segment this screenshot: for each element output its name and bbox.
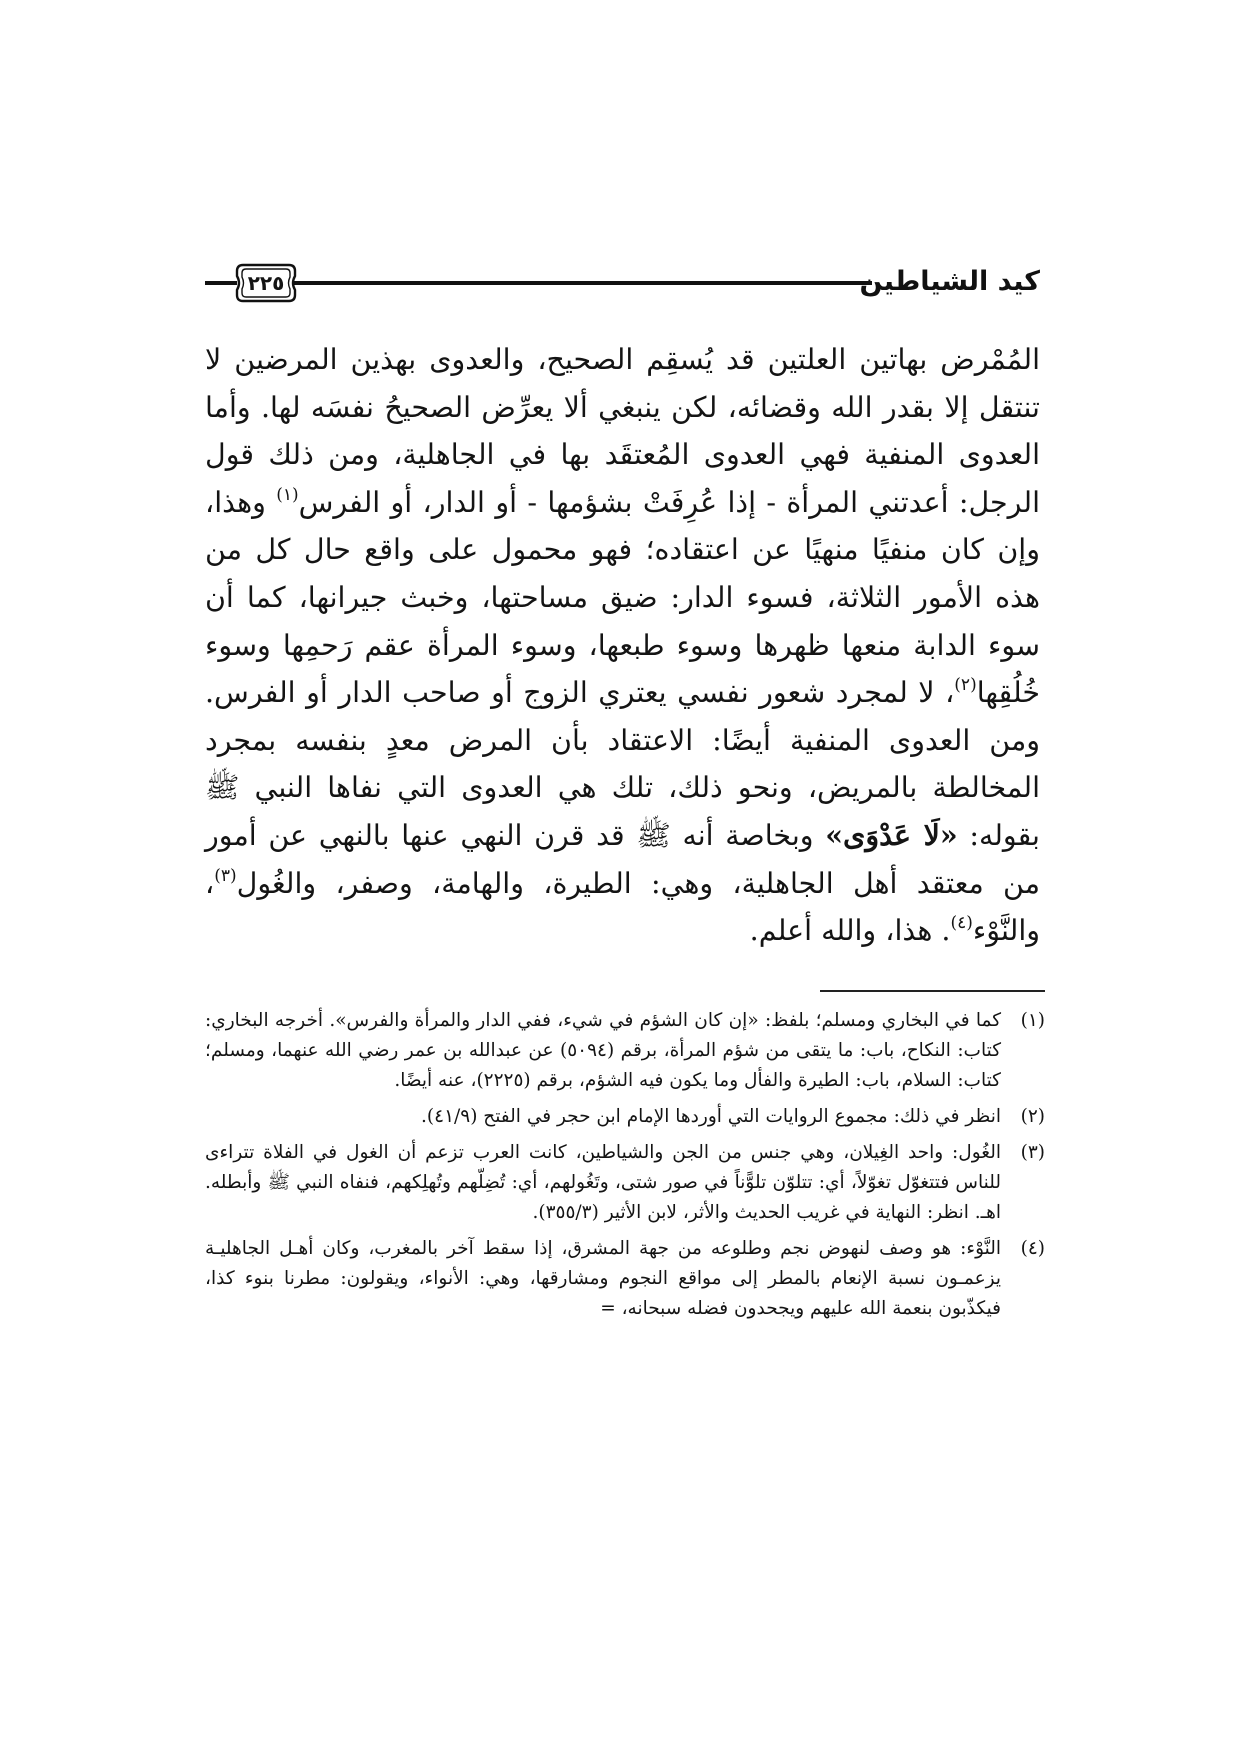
body-text-part-6: . هذا، والله أعلم. (749, 914, 951, 948)
footnotes (205, 1006, 1045, 1330)
footnote-number: (٣) (1020, 1142, 1045, 1163)
main-text (205, 336, 1040, 955)
header-rule-left-edge (205, 281, 237, 285)
running-header (205, 262, 1040, 310)
header-rule (285, 281, 872, 285)
footnote-separator (820, 990, 1045, 992)
footnote-text: كما في البخاري ومسلم؛ بلفظ: «إن كان الشؤم في شيء، ففي الدار والمرأة والفرس». أخرجه البخاري: كتاب: النكاح، باب: ما يتقى من شؤم المرأة، برقم (٥٠٩٤) عن عبدالله بن عمر رضي الله عنهما، ومسلم؛ كتاب: السلام، باب: الطيرة والفأل وما يكون فيه الشؤم، برقم (٢٢٢٥)، عنه أيضًا. (205, 1010, 1001, 1091)
footnote-text: انظر في ذلك: مجموع الروايات التي أوردها الإمام ابن حجر في الفتح (٤١/٩). (421, 1106, 1001, 1127)
footnote-ref-4[interactable]: (٤) (950, 913, 973, 934)
hadith-quote: «لَا عَدْوَى» (825, 817, 958, 852)
footnote-ref-2[interactable]: (٢) (954, 675, 977, 696)
footnote-text: النَّوْء: هو وصف لنهوض نجم وطلوعه من جهة المشرق، إذا سقط آخر بالمغرب، وكان أهـل الجاهليـة يزعمـون نسبة الإنعام بالمطر إلى مواقع النجوم ومشارقها، وهي: الأنواء، ويقولون: مطرنا بنوء كذا، فيكذّبون بنعمة الله عليهم ويجحدون فضله سبحانه، = (205, 1238, 1001, 1319)
page-number: ٢٢٥ (247, 271, 285, 295)
body-paragraph (205, 336, 1040, 955)
page-number-badge (235, 262, 297, 304)
footnote-3 (205, 1138, 1045, 1228)
footnote-1 (205, 1006, 1045, 1096)
footnote-ref-3[interactable]: (٣) (214, 865, 237, 886)
body-text-part-5: ، والنَّوْء (205, 866, 1040, 948)
footnote-ref-1[interactable]: (١) (276, 484, 299, 505)
body-text-part-2: وهذا، وإن كان منفيًا منهيًا عن اعتقاده؛ فهو محمول على واقع حال كل من هذه الأمور الثلاثة، فسوء الدار: ضيق مساحتها، وخبث جيرانها، كما أن سوء الدابة منعها ظهرها وسوء طبعها، وسوء المرأة عقم رَحمِها وسوء خُلُقِها (205, 485, 1040, 710)
footnote-number: (١) (1020, 1010, 1045, 1031)
running-header-title: كيد الشياطين (859, 266, 1040, 297)
footnote-2 (205, 1102, 1045, 1132)
body-text-part-1: المُمْرض بهاتين العلتين قد يُسقِم الصحيح، والعدوى بهذين المرضين لا تنتقل إلا بقدر الله وقضائه، لكن ينبغي ألا يعرِّض الصحيحُ نفسَه لها. وأما العدوى المنفية فهي العدوى المُعتقَد بها في الجاهلية، ومن ذلك قول الرجل: أعدتني المرأة - إذا عُرِفَتْ بشؤمها - أو الدار، أو الفرس (205, 343, 1040, 519)
footnote-4 (205, 1234, 1045, 1324)
footnote-number: (٢) (1020, 1106, 1045, 1127)
body-text-part-3: ، لا لمجرد شعور نفسي يعتري الزوج أو صاحب الدار أو الفرس. ومن العدوى المنفية أيضًا: الاعتقاد بأن المرض معدٍ بنفسه بمجرد المخالطة بالمريض، ونحو ذلك، تلك هي العدوى التي نفاها النبي ﷺ بقوله: (205, 676, 1040, 852)
footnote-number: (٤) (1020, 1238, 1045, 1259)
body-text-part-4: وبخاصة أنه ﷺ قد قرن النهي عنها بالنهي عن أمور من معتقد أهل الجاهلية، وهي: الطيرة، والهامة، وصفر، والغُول (205, 818, 1040, 900)
footnote-text: الغُول: واحد الغِيلان، وهي جنس من الجن والشياطين، كانت العرب تزعم أن الغول في الفلاة تتراءى للناس فتتغوّل تغوّلاً، أي: تتلوّن تلوًّناً في صور شتى، وتَغُولهم، أي: تُضِلّهم وتُهلِكهم، فنفاه النبي ﷺ وأبطله. اهـ. انظر: النهاية في غريب الحديث والأثر، لابن الأثير (٣٥٥/٣). (205, 1142, 1001, 1223)
